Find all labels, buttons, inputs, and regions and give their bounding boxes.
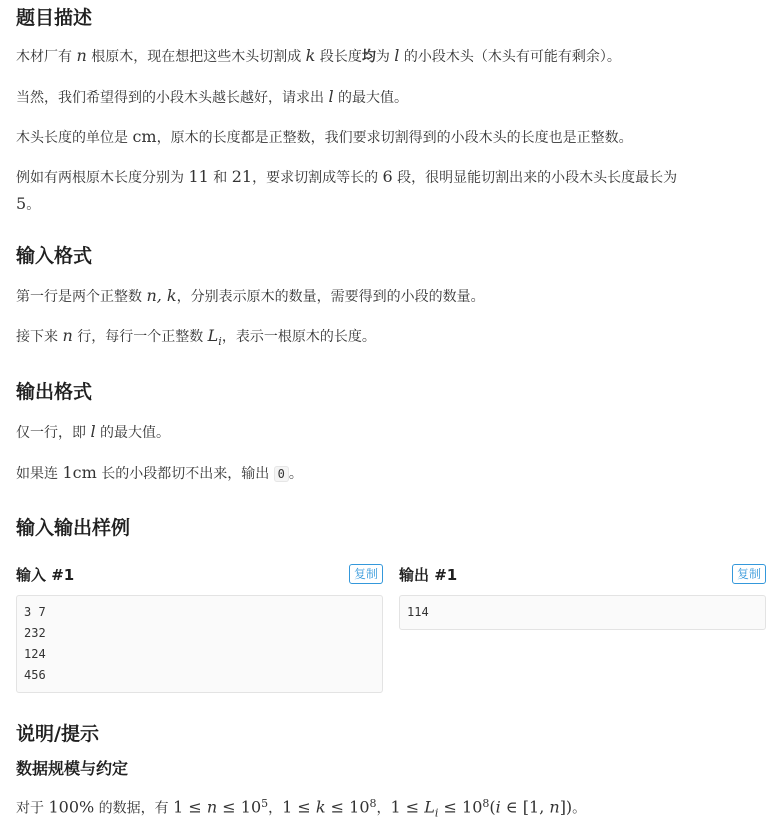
- math-L: L: [207, 326, 219, 345]
- sample-input-code[interactable]: [16, 595, 383, 693]
- sample-output-code[interactable]: [399, 595, 766, 630]
- code-line: 114: [407, 605, 429, 619]
- input-paragraph-2: 接下来 n 行，每行一个正整数 $L_i$，表示一根原木的长度。: [16, 326, 376, 348]
- math-1cm: 1cm: [62, 463, 97, 482]
- sample-input-panel: [16, 563, 383, 693]
- desc-paragraph-2: 当然，我们希望得到的小段木头越长越好，请求出 l 的最大值。: [16, 87, 409, 106]
- code-line: 3 7: [24, 605, 46, 619]
- sample-output-label: 输出 #1: [399, 566, 458, 584]
- math-l: l: [394, 46, 400, 65]
- code-line: 232: [24, 626, 46, 640]
- section-title-hint: 说明/提示: [16, 723, 99, 745]
- math-subscript-i: i: [218, 334, 222, 348]
- output-paragraph-2: 如果连 1cm 长的小段都切不出来，输出 0 。: [16, 463, 303, 482]
- desc-paragraph-1: 木材厂有 n 根原木，现在想把这些木头切割成 k 段长度均为 l 的小段木头（木头有可能有剩余）。: [16, 46, 621, 65]
- input-paragraph-1: 第一行是两个正整数 n, k，分别表示原木的数量，需要得到的小段的数量。: [16, 286, 485, 305]
- section-title-description: 题目描述: [16, 7, 93, 29]
- copy-input-button[interactable]: 复制: [349, 564, 383, 584]
- section-title-input-format: 输入格式: [16, 245, 93, 267]
- section-title-output-format: 输出格式: [16, 381, 93, 403]
- math-n: n: [62, 326, 73, 345]
- sample-output-panel: [399, 563, 766, 630]
- math-k: k: [305, 46, 316, 65]
- math-l: l: [328, 87, 334, 106]
- inline-code-zero: 0: [274, 466, 289, 482]
- output-paragraph-1: 仅一行，即 l 的最大值。: [16, 422, 171, 441]
- section-title-samples: 输入输出样例: [16, 517, 131, 539]
- hint-subtitle: 数据规模与约定: [16, 759, 129, 778]
- desc-paragraph-4: 例如有两根原木长度分别为 11 和 21，要求切割成等长的 6 段，很明显能切割出来的小段木头长度最长为 5。: [16, 167, 678, 213]
- sample-input-label: 输入 #1: [16, 566, 75, 584]
- code-line: 456: [24, 668, 46, 682]
- math-n-k: n, k: [146, 286, 177, 305]
- sample-output-header: [399, 563, 766, 587]
- desc-paragraph-3: 木头长度的单位是 cm，原木的长度都是正整数，我们要求切割得到的小段木头的长度也是正整数。: [16, 127, 633, 146]
- copy-output-button[interactable]: 复制: [732, 564, 766, 584]
- math-l: l: [90, 422, 96, 441]
- math-n: n: [76, 46, 87, 65]
- math-cm: cm: [132, 127, 157, 146]
- hint-constraints: 对于 100% 的数据，有 $1 \le n \le 10^5$，$1 \le k \le 10^8$，$1 \le L_i \le 10^8(i$ ∈ [1, n])。: [16, 797, 587, 820]
- sample-input-header: [16, 563, 383, 587]
- code-line: 124: [24, 647, 46, 661]
